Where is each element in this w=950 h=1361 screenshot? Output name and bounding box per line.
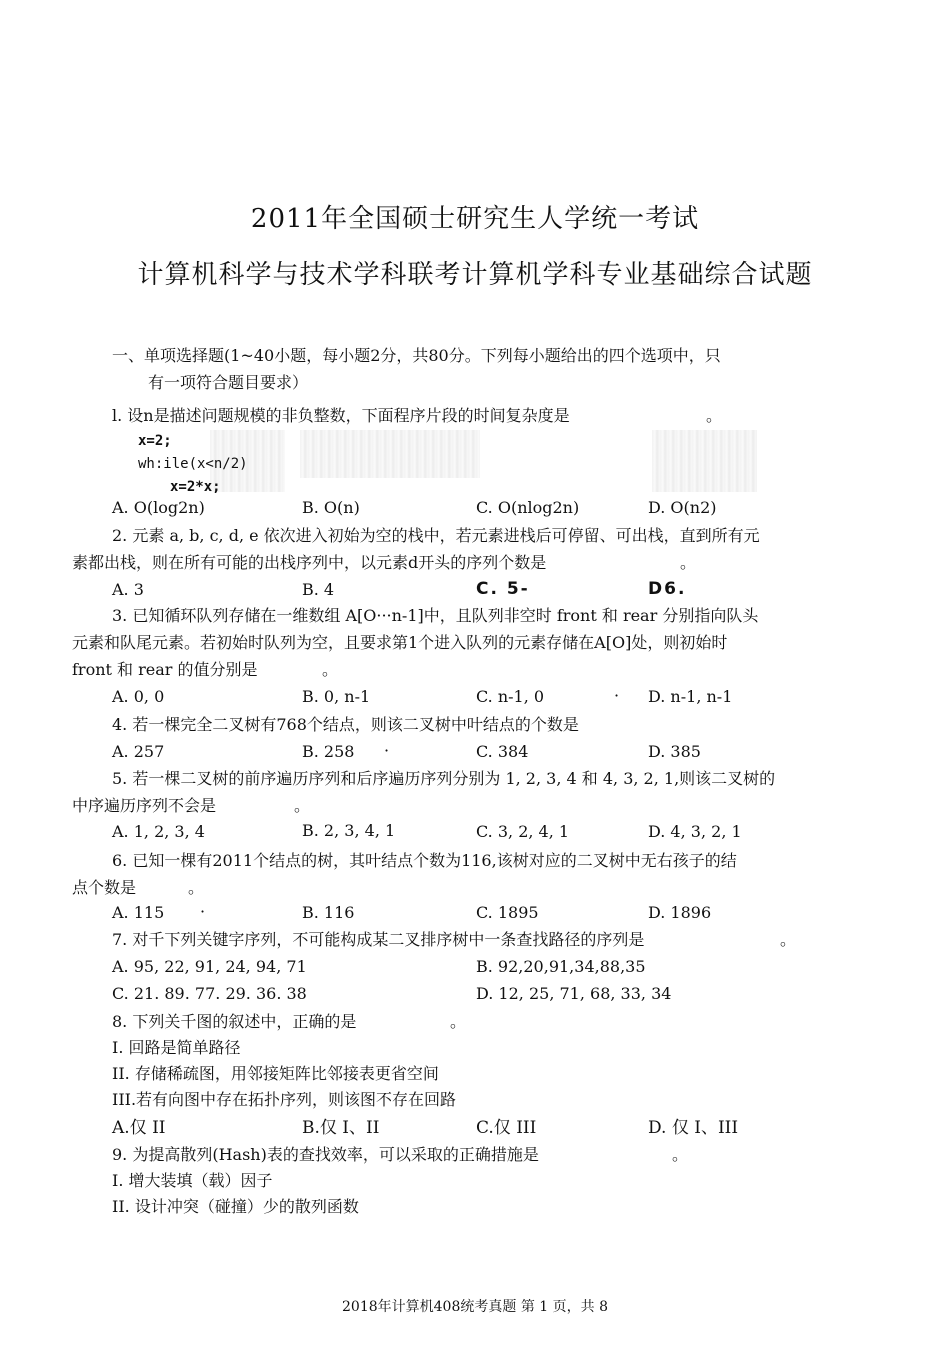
q1-code-line3: x=2*x;: [170, 479, 221, 495]
q2-option-c: C. 5-: [476, 579, 530, 599]
exam-subtitle: 计算机科学与技术学科联考计算机学科专业基础综合试题: [137, 260, 813, 290]
scan-noise-mid: [300, 430, 480, 478]
q3-option-b: B. 0, n-1: [302, 687, 371, 706]
q6-blank-mark: 。: [188, 878, 205, 897]
scan-noise-right: [652, 430, 757, 492]
q7-option-a: A. 95, 22, 91, 24, 94, 71: [112, 957, 307, 976]
q6-option-c: C. 1895: [476, 903, 539, 922]
q3-option-d: D. n-1, n-1: [648, 687, 733, 706]
q6-option-b: B. 116: [302, 903, 355, 922]
q4-stem: 4. 若一棵完全二叉树有768个结点，则该二叉树中叶结点的个数是: [112, 715, 579, 734]
q9-item-2: II. 设计冲突（碰撞）少的散列函数: [112, 1197, 359, 1216]
q4-option-a: A. 257: [112, 742, 165, 761]
q5-option-a: A. 1, 2, 3, 4: [112, 822, 205, 841]
q8-option-c: C.仅 III: [476, 1118, 537, 1138]
q8-stem: 8. 下列关千图的叙述中，正确的是: [112, 1012, 357, 1031]
q6-stem-line1: 6. 已知一棵有2011个结点的树，其叶结点个数为116,该树对应的二叉树中无右孩子的结: [112, 851, 737, 870]
q1-option-c: C. O(nlog2n): [476, 498, 580, 517]
q4-option-d: D. 385: [648, 742, 701, 761]
q9-stem: 9. 为提高散列(Hash)表的查找效率，可以采取的正确措施是: [112, 1145, 539, 1164]
q8-item-3: III.若有向图中存在拓扑序列，则该图不存在回路: [112, 1090, 457, 1109]
q4-option-b: B. 258: [302, 742, 355, 761]
q8-blank-mark: 。: [450, 1012, 467, 1031]
section-heading-line1: 一、单项选择题(1~40小题，每小题2分，共80分。下列每小题给出的四个选项中，只: [112, 346, 721, 365]
q9-item-1: I. 增大装填（载）因子: [112, 1171, 273, 1190]
q3-option-a: A. 0, 0: [112, 687, 165, 706]
q7-option-d: D. 12, 25, 71, 68, 33, 34: [476, 984, 672, 1003]
q6-option-a: A. 115: [112, 903, 165, 922]
q1-blank-mark: 。: [706, 406, 723, 425]
q2-option-a: A. 3: [112, 580, 144, 599]
q6-option-d: D. 1896: [648, 903, 712, 922]
exam-title: 2011年全国硕士研究生人学统一考试: [250, 204, 700, 234]
q2-option-d: D6.: [648, 579, 687, 599]
q2-option-b: B. 4: [302, 580, 335, 599]
q7-blank-mark: 。: [780, 930, 797, 949]
q4-stray-dot: ·: [384, 741, 390, 760]
q8-item-1: I. 回路是简单路径: [112, 1038, 241, 1057]
q1-option-a: A. O(log2n): [112, 498, 205, 517]
q1-option-d: D. O(n2): [648, 498, 717, 517]
q2-stem-line2: 素都出栈，则在所有可能的出栈序列中，以元素d开头的序列个数是: [72, 553, 547, 572]
q5-blank-mark: 。: [294, 796, 311, 815]
q7-option-c: C. 21. 89. 77. 29. 36. 38: [112, 984, 307, 1003]
q3-stem-line3: front 和 rear 的值分别是: [72, 660, 258, 679]
q3-stem-line2: 元素和队尾元素。若初始时队列为空，且要求第1个进入队列的元素存储在A[O]处，则初始时: [72, 633, 728, 652]
q3-blank-mark: 。: [322, 660, 339, 679]
q1-stem: l. 设n是描述问题规模的非负整数，下面程序片段的时间复杂度是: [112, 406, 570, 425]
q5-option-b: B. 2, 3, 4, 1: [302, 821, 396, 840]
q4-option-c: C. 384: [476, 742, 529, 761]
q5-stem-line1: 5. 若一棵二叉树的前序遍历序列和后序遍历序列分别为 1, 2, 3, 4 和 4, 3, 2, 1,则该二叉树的: [112, 769, 776, 788]
q3-stray-dot: ·: [614, 686, 620, 705]
q1-code-line1: x=2;: [138, 433, 172, 449]
q1-option-b: B. O(n): [302, 498, 360, 517]
section-heading-line2: 有一项符合题目要求）: [148, 373, 309, 392]
q8-option-a: A.仅 II: [112, 1118, 166, 1138]
page-footer: 2018年计算机408统考真题 第 1 页，共 8: [342, 1299, 608, 1315]
q8-option-d: D. 仅 I、III: [648, 1118, 739, 1138]
q7-stem: 7. 对千下列关键字序列，不可能构成某二叉排序树中一条查找路径的序列是: [112, 930, 645, 949]
q5-option-c: C. 3, 2, 4, 1: [476, 822, 570, 841]
q5-option-d: D. 4, 3, 2, 1: [648, 822, 742, 841]
q2-blank-mark: 。: [680, 553, 697, 572]
q1-code-line2: wh:ile(x<n/2): [138, 456, 248, 472]
q2-stem-line1: 2. 元素 a, b, c, d, e 依次进入初始为空的栈中，若元素进栈后可停留、可出栈，直到所有元: [112, 526, 760, 545]
q9-blank-mark: 。: [672, 1145, 689, 1164]
q7-option-b: B. 92,20,91,34,88,35: [476, 957, 646, 976]
q5-stem-line2: 中序遍历序列不会是: [72, 796, 217, 815]
q8-item-2: II. 存储稀疏图，用邻接矩阵比邻接表更省空间: [112, 1064, 439, 1083]
q6-stray-dot: ·: [200, 902, 206, 921]
q3-option-c: C. n-1, 0: [476, 687, 545, 706]
q3-stem-line1: 3. 已知循环队列存储在一维数组 A[O···n-1]中，且队列非空时 front 和 rear 分别指向队头: [112, 606, 759, 625]
q8-option-b: B.仅 I、II: [302, 1118, 380, 1138]
q6-stem-line2: 点个数是: [72, 878, 137, 897]
